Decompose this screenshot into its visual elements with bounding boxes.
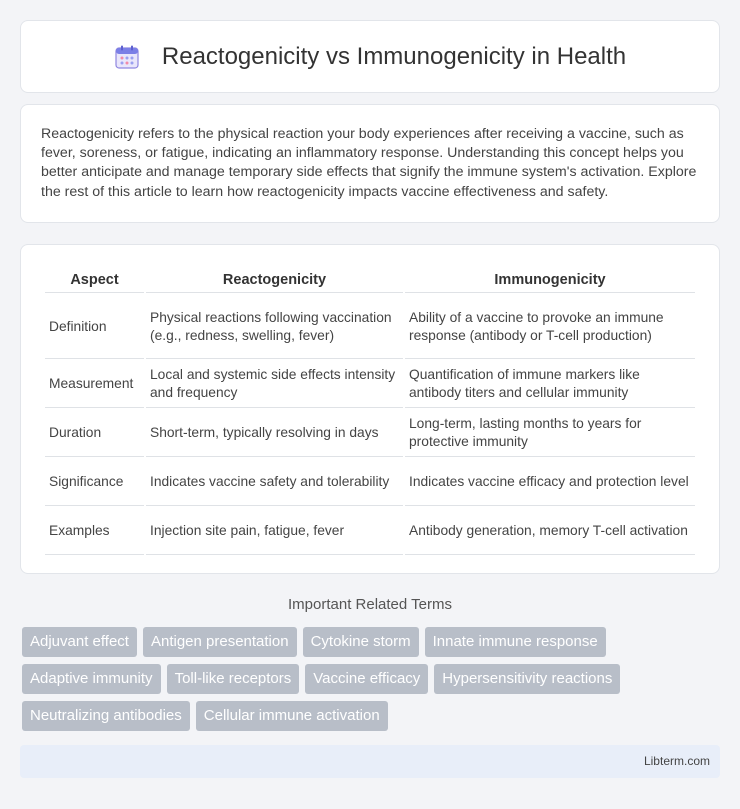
row-aspect: Examples	[45, 508, 144, 555]
row-immunogenicity: Indicates vaccine efficacy and protection level	[405, 459, 695, 506]
tag-cellular-immune-activation[interactable]: Cellular immune activation	[196, 701, 388, 731]
related-terms-tags	[22, 627, 722, 731]
tag-antigen-presentation[interactable]: Antigen presentation	[143, 627, 297, 657]
table-row	[45, 361, 695, 408]
row-immunogenicity: Quantification of immune markers like antibody titers and cellular immunity	[405, 361, 695, 408]
row-aspect: Measurement	[45, 361, 144, 408]
row-reactogenicity: Physical reactions following vaccination (e.g., redness, swelling, fever)	[146, 295, 403, 359]
page-title: Reactogenicity vs Immunogenicity in Health	[161, 42, 627, 70]
header-aspect: Aspect	[45, 267, 144, 293]
footer	[20, 745, 720, 778]
intro-text: Reactogenicity refers to the physical reaction your body experiences after receiving a vaccine, such as fever, soreness, or fatigue, indicating an inflammatory response. Understanding this concept helps you better anticipate and manage temporary side effects that signify the immune system's activation. Explore the rest of this article to learn how reactogenicity impacts vaccine effectiveness and safety.	[41, 126, 697, 200]
header-immunogenicity: Immunogenicity	[405, 267, 695, 293]
tag-hypersensitivity-reactions[interactable]: Hypersensitivity reactions	[434, 664, 620, 694]
comparison-table-card	[20, 244, 720, 574]
table-row	[45, 295, 695, 359]
row-aspect: Definition	[45, 295, 144, 359]
header-reactogenicity: Reactogenicity	[146, 267, 403, 293]
tag-cytokine-storm[interactable]: Cytokine storm	[303, 627, 419, 657]
row-reactogenicity: Short-term, typically resolving in days	[146, 410, 403, 457]
row-aspect: Duration	[45, 410, 144, 457]
intro-card	[20, 104, 720, 223]
row-aspect: Significance	[45, 459, 144, 506]
tag-vaccine-efficacy[interactable]: Vaccine efficacy	[305, 664, 428, 694]
row-immunogenicity: Long-term, lasting months to years for protective immunity	[405, 410, 695, 457]
comparison-table	[43, 265, 697, 557]
tag-adaptive-immunity[interactable]: Adaptive immunity	[22, 664, 161, 694]
title-card	[20, 20, 720, 93]
table-row	[45, 410, 695, 457]
table-row	[45, 508, 695, 555]
footer-site-link[interactable]: Libterm.com	[643, 754, 710, 768]
tag-adjuvant-effect[interactable]: Adjuvant effect	[22, 627, 137, 657]
row-immunogenicity: Antibody generation, memory T-cell activation	[405, 508, 695, 555]
row-reactogenicity: Indicates vaccine safety and tolerability	[146, 459, 403, 506]
tag-innate-immune-response[interactable]: Innate immune response	[425, 627, 606, 657]
related-terms-title: Important Related Terms	[288, 596, 452, 613]
table-row	[45, 459, 695, 506]
tag-neutralizing-antibodies[interactable]: Neutralizing antibodies	[22, 701, 190, 731]
row-reactogenicity: Injection site pain, fatigue, fever	[146, 508, 403, 555]
tag-toll-like-receptors[interactable]: Toll-like receptors	[167, 664, 300, 694]
row-immunogenicity: Ability of a vaccine to provoke an immune response (antibody or T-cell production)	[405, 295, 695, 359]
calendar-icon	[114, 44, 140, 70]
row-reactogenicity: Local and systemic side effects intensity and frequency	[146, 361, 403, 408]
